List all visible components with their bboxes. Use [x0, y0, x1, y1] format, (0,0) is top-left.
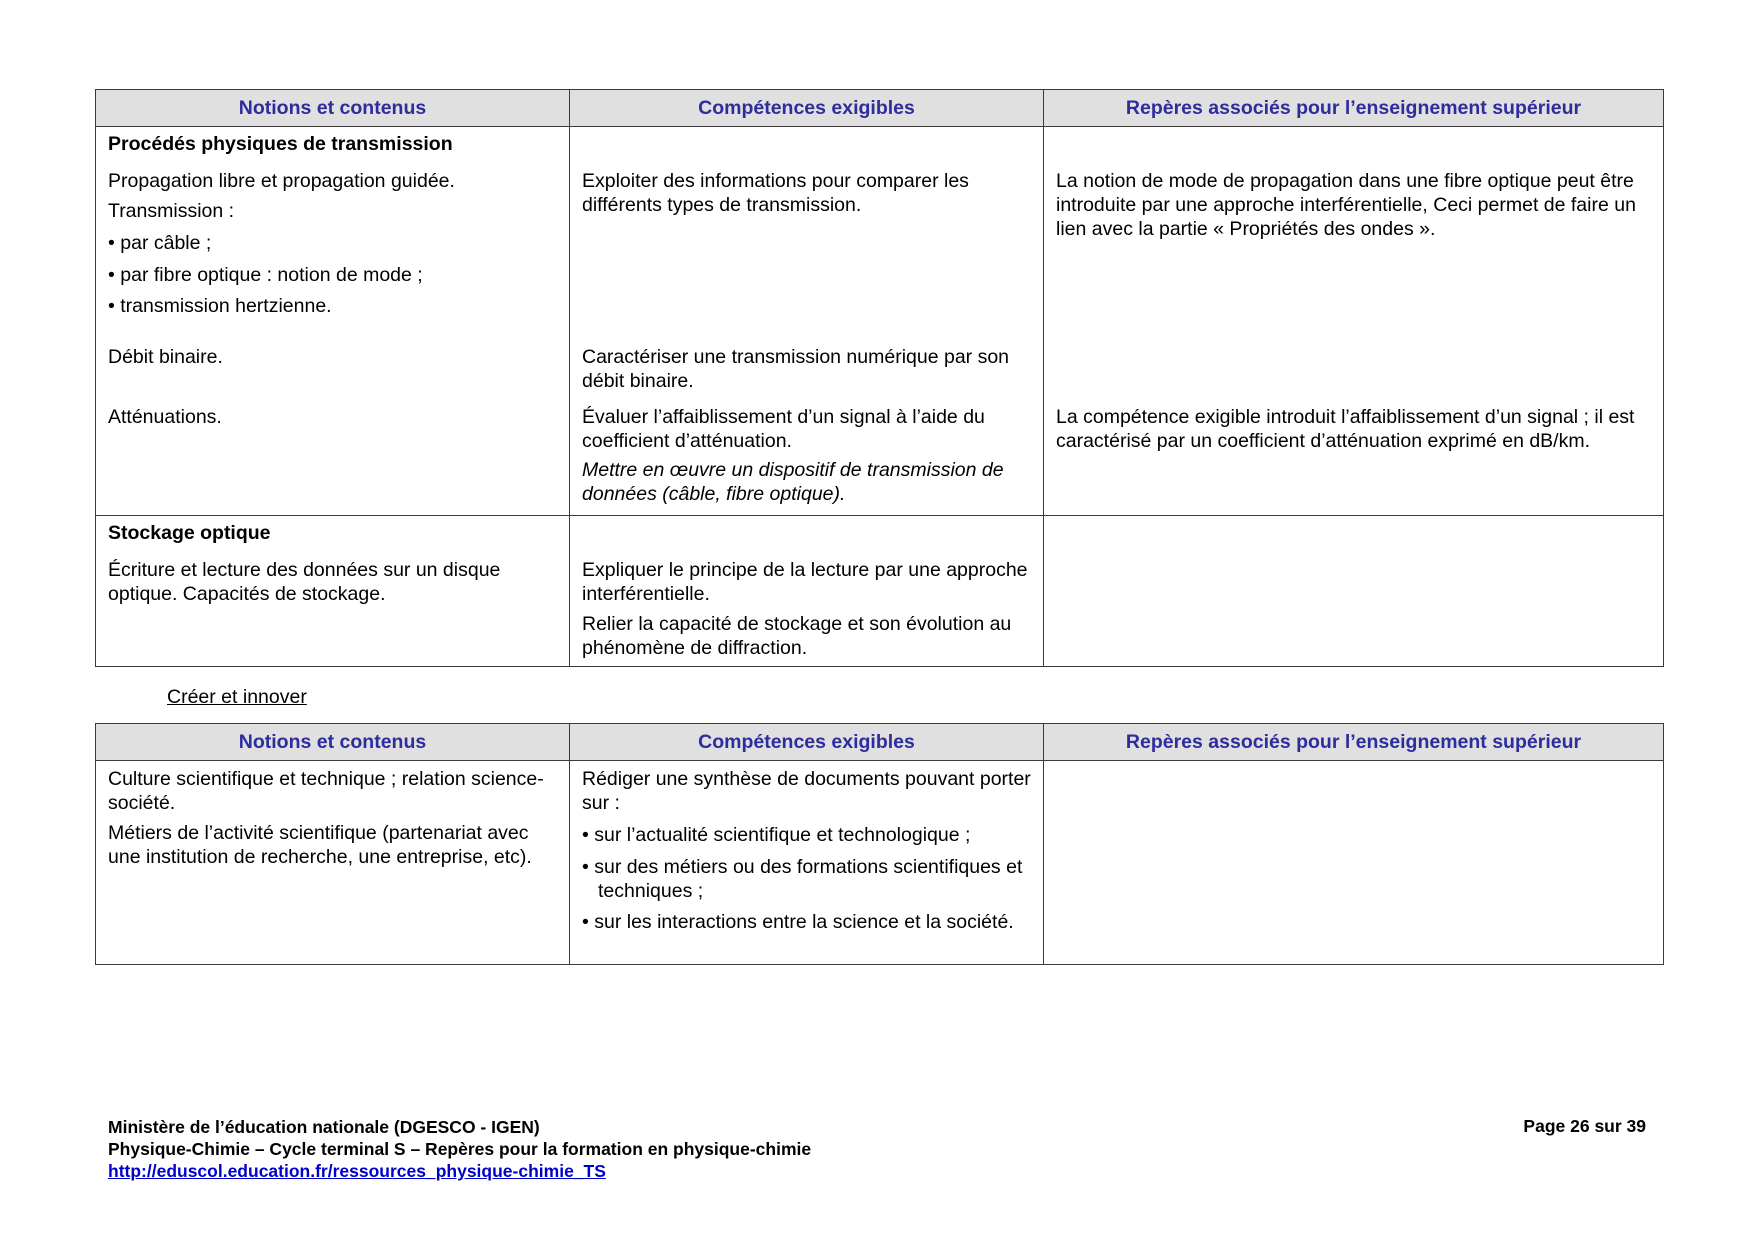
list-item: • transmission hertzienne.	[108, 295, 332, 317]
bullet-icon: •	[108, 232, 115, 254]
page-number: Page 26 sur 39	[1523, 1116, 1646, 1136]
bullet-icon: •	[108, 264, 115, 286]
list-item: • sur l’actualité scientifique et technologique ;	[582, 824, 971, 846]
table-row	[96, 127, 1664, 516]
bullet-icon: •	[582, 856, 589, 878]
notion-attenuations: Atténuations.	[108, 406, 222, 428]
repere-competence: La compétence exigible introduit l’affaiblissement d’un signal ; il est caractérisé par un coefficient d’atténuation exprimé en dB/km.	[1056, 406, 1635, 452]
list-item: • sur les interactions entre la science et la société.	[582, 911, 1014, 933]
table-transmission	[95, 89, 1664, 667]
header-competences: Compétences exigibles	[570, 724, 1044, 761]
table-row	[96, 516, 1664, 667]
competence-relier: Relier la capacité de stockage et son évolution au phénomène de diffraction.	[582, 613, 1012, 659]
section-title-transmission: Procédés physiques de transmission	[108, 133, 453, 155]
notion-ecriture: Écriture et lecture des données sur un disque optique. Capacités de stockage.	[108, 559, 501, 605]
notion-debit: Débit binaire.	[108, 346, 223, 368]
section-heading-creer-innover: Créer et innover	[167, 686, 307, 708]
bullet-icon: •	[108, 295, 115, 317]
notion-metiers: Métiers de l’activité scientifique (partenariat avec une institution de recherche, une entreprise, etc).	[108, 822, 532, 868]
footer-ministry: Ministère de l’éducation nationale (DGESCO - IGEN)	[108, 1117, 540, 1137]
competences-cell	[570, 761, 1044, 965]
competence-rediger: Rédiger une synthèse de documents pouvant porter sur :	[582, 768, 1031, 814]
list-item: • sur des métiers ou des formations scientifiques et techniques ;	[582, 856, 1023, 902]
reperes-cell	[1044, 761, 1664, 965]
header-notions: Notions et contenus	[96, 90, 570, 127]
table-row	[96, 761, 1664, 965]
notions-cell	[96, 127, 570, 516]
header-reperes: Repères associés pour l’enseignement supérieur	[1044, 724, 1664, 761]
competences-cell	[570, 127, 1044, 516]
section-title-stockage: Stockage optique	[108, 522, 271, 544]
notions-cell	[96, 516, 570, 667]
competence-exploiter: Exploiter des informations pour comparer les différents types de transmission.	[582, 170, 969, 216]
header-competences: Compétences exigibles	[570, 90, 1044, 127]
header-reperes: Repères associés pour l’enseignement supérieur	[1044, 90, 1664, 127]
header-notions: Notions et contenus	[96, 724, 570, 761]
reperes-cell	[1044, 127, 1664, 516]
reperes-cell	[1044, 516, 1664, 667]
competence-mettre: Mettre en œuvre un dispositif de transmission de données (câble, fibre optique).	[582, 459, 1004, 505]
notion-culture: Culture scientifique et technique ; relation science-société.	[108, 768, 544, 814]
competence-evaluer: Évaluer l’affaiblissement d’un signal à l’aide du coefficient d’atténuation.	[582, 406, 985, 452]
competence-caracteriser: Caractériser une transmission numérique par son débit binaire.	[582, 346, 1010, 392]
table-header-row	[96, 724, 1664, 761]
repere-mode: La notion de mode de propagation dans une fibre optique peut être introduite par une approche interférentielle, Ceci permet de faire un lien avec la partie « Propriétés des ondes ».	[1056, 170, 1636, 240]
bullet-icon: •	[582, 824, 589, 846]
table-header-row	[96, 90, 1664, 127]
competence-expliquer: Expliquer le principe de la lecture par une approche interférentielle.	[582, 559, 1028, 605]
footer-document-title: Physique-Chimie – Cycle terminal S – Repères pour la formation en physique-chimie	[108, 1139, 812, 1159]
list-item: • par câble ;	[108, 232, 212, 254]
table-creer-innover	[95, 723, 1664, 965]
bullet-icon: •	[582, 911, 589, 933]
notion-propagation: Propagation libre et propagation guidée.	[108, 170, 455, 192]
footer	[108, 1116, 811, 1182]
footer-link[interactable]: http://eduscol.education.fr/ressources_physique-chimie_TS	[108, 1161, 606, 1181]
notion-transmission-label: Transmission :	[108, 200, 235, 222]
list-item: • par fibre optique : notion de mode ;	[108, 264, 423, 286]
competences-cell	[570, 516, 1044, 667]
notions-cell	[96, 761, 570, 965]
